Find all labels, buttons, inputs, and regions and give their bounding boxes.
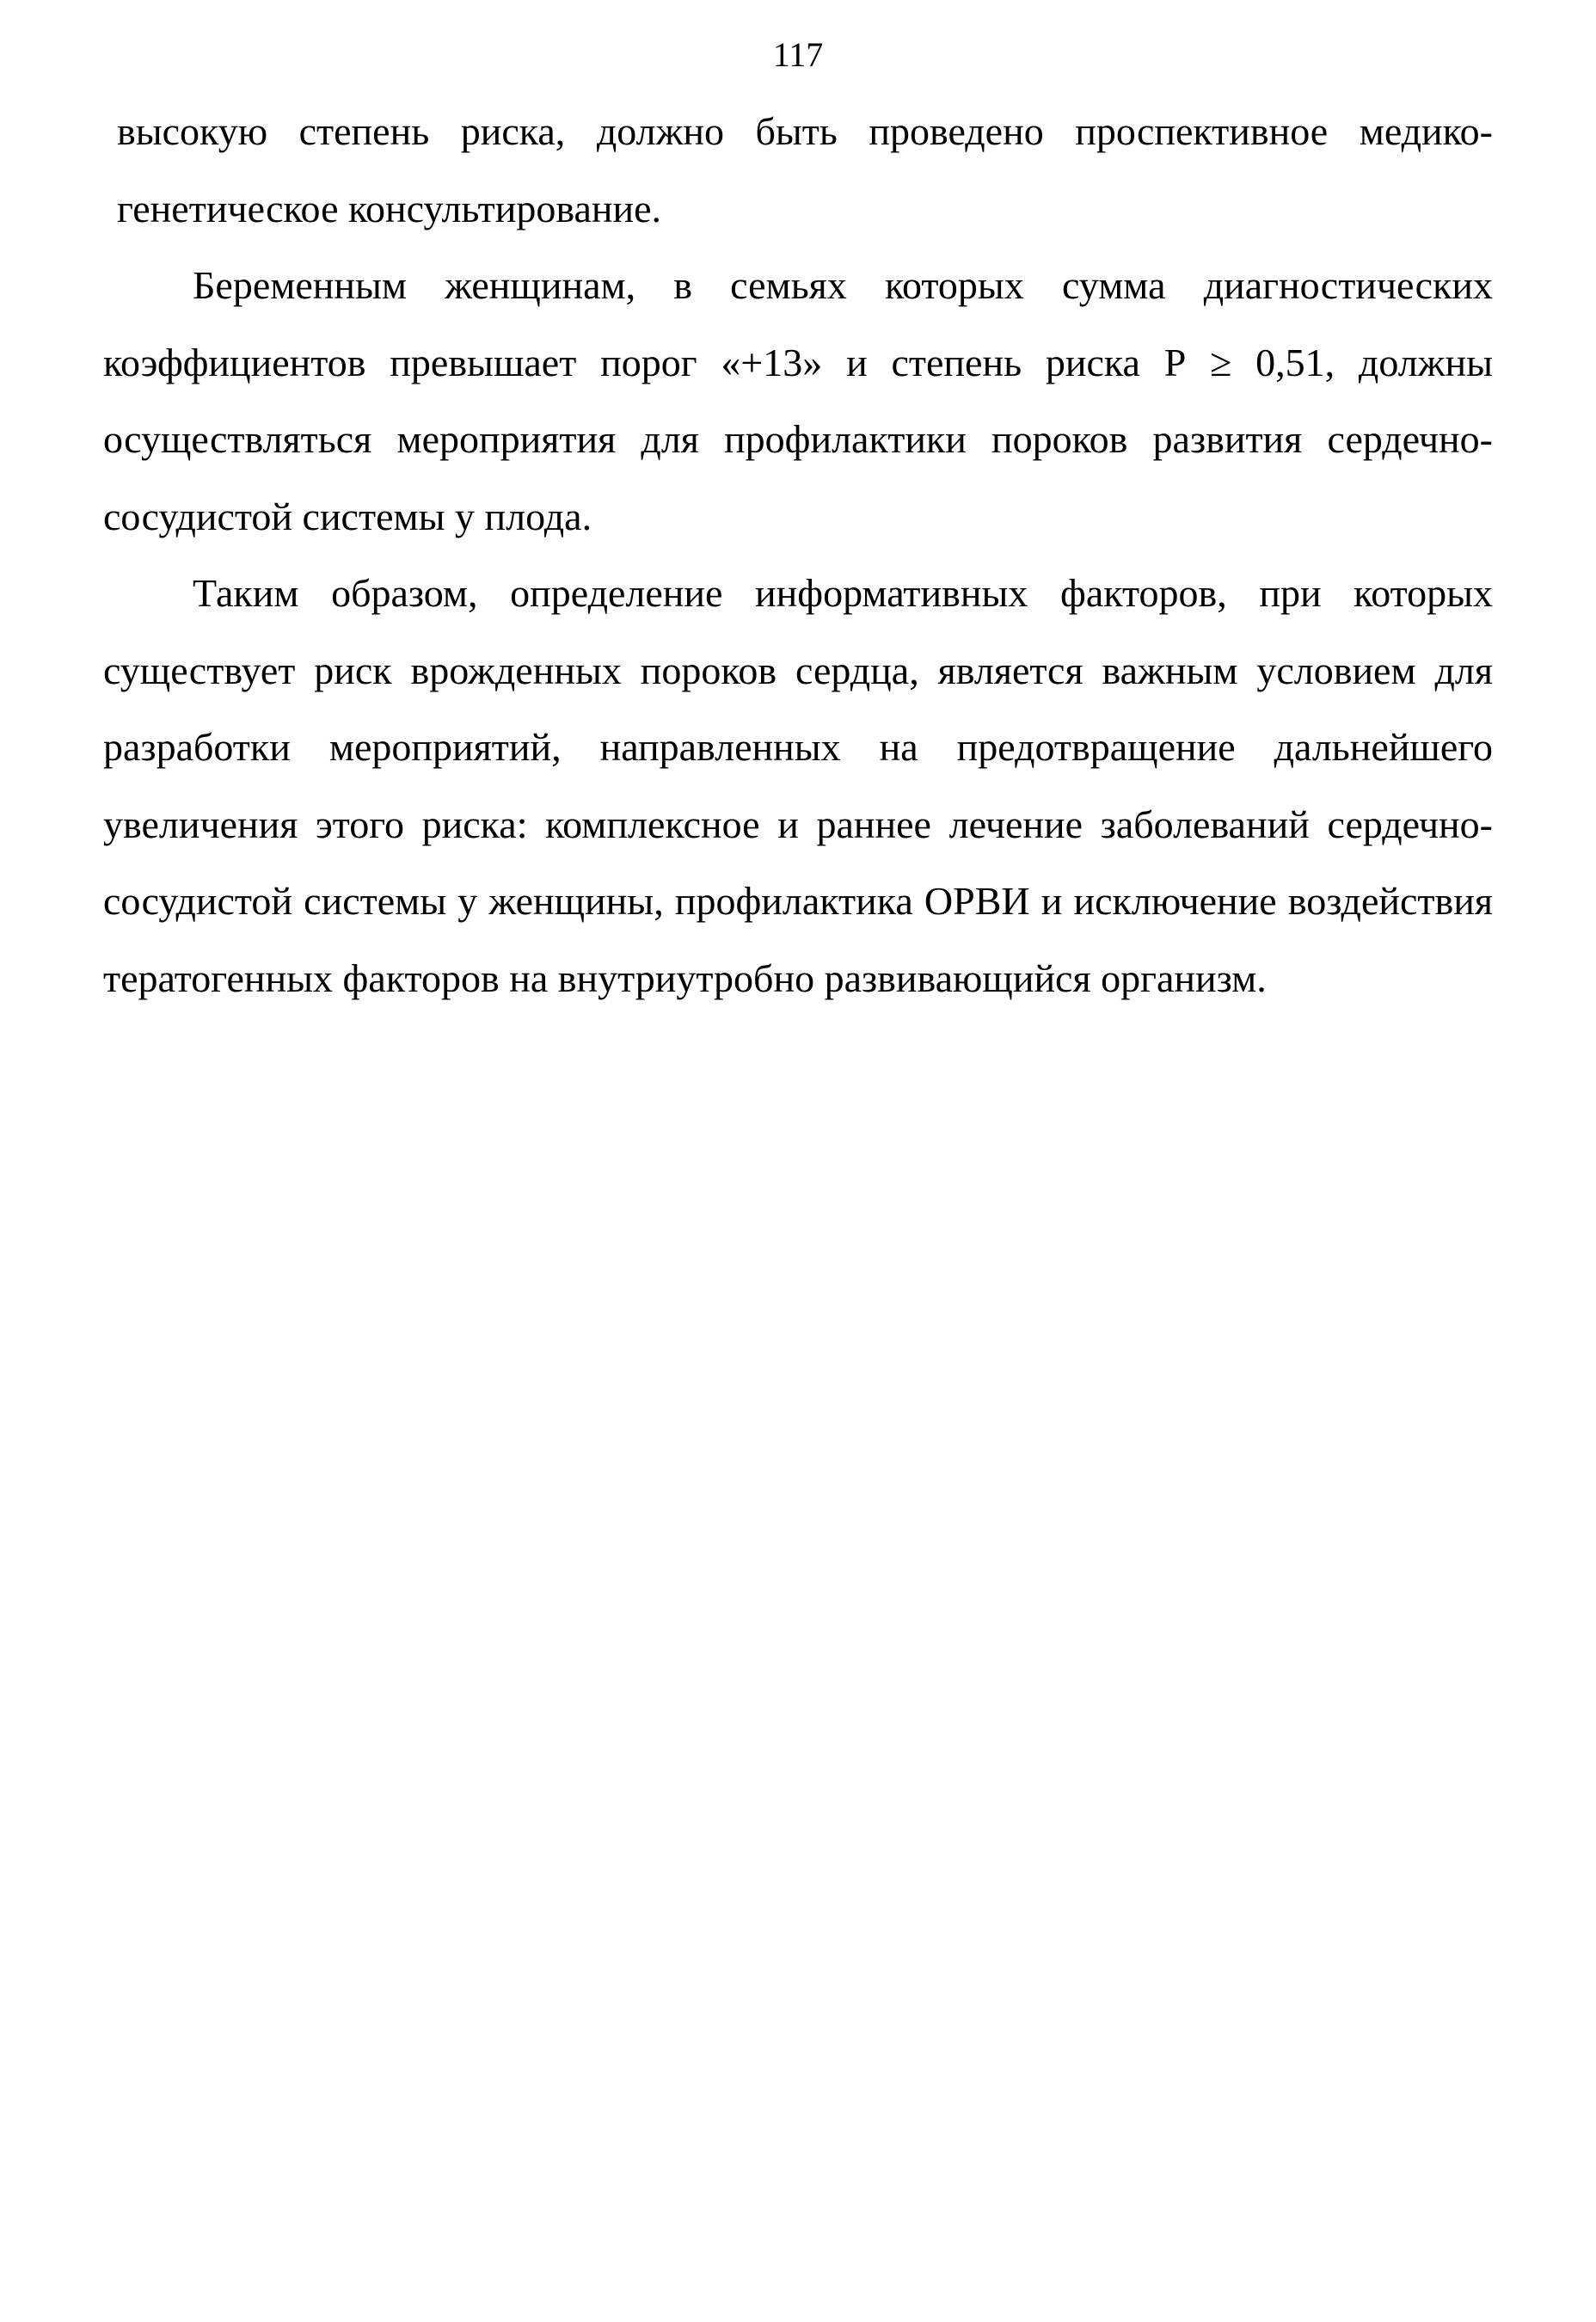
paragraph-risk-prevention: Беременным женщинам, в семьях которых сумма диагностических коэффициентов превышает порог «+13» и степень риска Р ≥ 0,51, должны осуществляться мероприятия для профилактики пороков развития сердечно-сосудистой системы у плода.: [103, 263, 1493, 538]
body-text: [103, 93, 1493, 1017]
paragraph-continuation: высокую степень риска, должно быть проведено проспективное медико-генетическое консультирование.: [117, 109, 1493, 230]
paragraph-conclusion: Таким образом, определение информативных факторов, при которых существует риск врожденных пороков сердца, является важным условием для разработки мероприятий, направленных на предотвращение дальнейшего увеличения этого риска: комплексное и раннее лечение заболеваний сердечно-сосудистой системы у женщины, профилактика ОРВИ и исключение воздействия тератогенных факторов на внутриутробно развивающийся организм.: [103, 571, 1493, 1000]
page-number: 117: [772, 35, 824, 74]
